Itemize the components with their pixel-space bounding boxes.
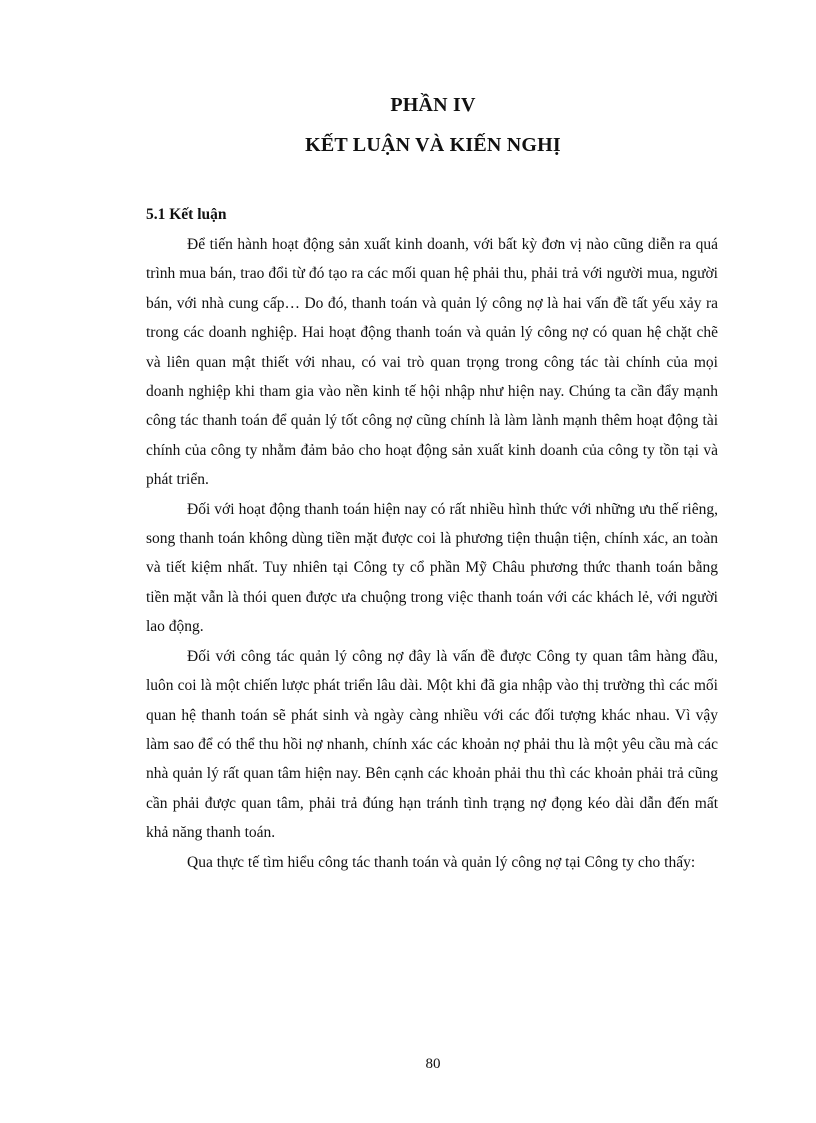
- body-text: [146, 230, 718, 877]
- paragraph: Đối với công tác quản lý công nợ đây là vấn đề được Công ty quan tâm hàng đầu, luôn coi là một chiến lược phát triển lâu dài. Một khi đã gia nhập vào thị trường thì các mối quan hệ thanh toán sẽ phát sinh và ngày càng nhiều với các đối tượng khác nhau. Vì vậy làm sao để có thể thu hồi nợ nhanh, chính xác các khoản nợ phải thu là một yêu cầu mà các nhà quản lý rất quan tâm hiện nay. Bên cạnh các khoản phải thu thì các khoản phải trả cũng cần phải được quan tâm, phải trả đúng hạn tránh tình trạng nợ đọng kéo dài dẫn đến mất khả năng thanh toán.: [146, 647, 718, 842]
- paragraph: Để tiến hành hoạt động sản xuất kinh doanh, với bất kỳ đơn vị nào cũng diễn ra quá trình mua bán, trao đổi từ đó tạo ra các mối quan hệ phải thu, phải trả với người mua, người bán, với nhà cung cấp… Do đó, thanh toán và quản lý công nợ là hai vấn đề tất yếu xảy ra trong các doanh nghiệp. Hai hoạt động thanh toán và quản lý công nợ có quan hệ chặt chẽ và liên quan mật thiết với nhau, có vai trò quan trọng trong công tác tài chính của mọi doanh nghiệp khi tham gia vào nền kinh tế hội nhập như hiện nay. Chúng ta cần đẩy mạnh công tác thanh toán để quản lý tốt công nợ cũng chính là làm lành mạnh thêm hoạt động tài chính của công ty nhằm đảm bảo cho hoạt động sản xuất kinh doanh của công ty tồn tại và phát triển.: [146, 236, 718, 489]
- paragraph: Qua thực tế tìm hiểu công tác thanh toán và quản lý công nợ tại Công ty cho thấy:: [187, 853, 696, 871]
- page-number: 80: [425, 1056, 441, 1072]
- paragraph: Đối với hoạt động thanh toán hiện nay có rất nhiều hình thức với những ưu thế riêng, song thanh toán không dùng tiền mặt được coi là phương tiện thuận tiện, chính xác, an toàn và tiết kiệm nhất. Tuy nhiên tại Công ty cổ phần Mỹ Châu phương thức thanh toán bằng tiền mặt vẫn là thói quen được ưa chuộng trong việc thanh toán với các khách lẻ, với người lao động.: [146, 500, 718, 636]
- part-label: PHẦN IV: [390, 94, 476, 116]
- part-title: KẾT LUẬN VÀ KIẾN NGHỊ: [305, 134, 561, 156]
- section-heading: 5.1 Kết luận: [146, 206, 227, 223]
